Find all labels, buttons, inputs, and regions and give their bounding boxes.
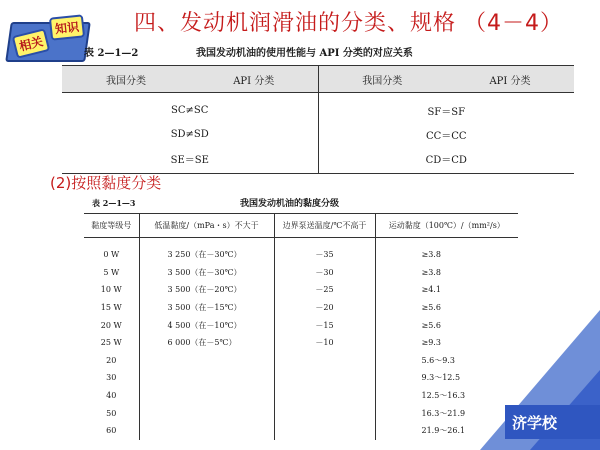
table-cell: SF＝SF [318,93,574,123]
table-row [62,93,574,123]
table-cell: －35 [274,238,375,264]
table-cell: ≥3.8 [375,264,518,282]
table-row [84,387,518,405]
table-row [84,281,518,299]
table-cell [274,387,375,405]
table1-caption: 我国发动机油的使用性能与 API 分类的对应关系 [196,48,413,59]
badge-tag-related: 相关 [12,28,51,59]
table-cell: 20 [106,355,117,365]
table-row [84,238,518,264]
table-cell [139,387,274,405]
table-cell [274,422,375,440]
table-cell: 3 500（在－30℃） [139,264,274,282]
table-cell: 12.5～16.3 [375,387,518,405]
table-cell: 50 [106,408,117,418]
table-row [84,352,518,370]
column-header: 我国分类 [62,66,190,93]
badge-tag-knowledge: 知识 [49,14,85,40]
table-cell: －10 [274,334,375,352]
table-cell: 6 000（在－5℃） [139,334,274,352]
viscosity-grade-table [84,213,518,440]
school-name-text: 济学校 [512,414,558,432]
column-header: 我国分类 [318,66,446,93]
table-cell: CC＝CC [318,122,574,146]
table-cell [274,404,375,422]
table-row [62,146,574,174]
table-row [84,404,518,422]
table-header-row [62,66,574,93]
table-cell: CD＝CD [318,146,574,174]
column-header: API 分类 [446,66,574,93]
table-cell: SD≠SD [170,128,209,140]
table2-label: 表 2—1—3 [92,198,136,208]
table-cell: －30 [274,264,375,282]
table-cell: 16.3～21.9 [375,404,518,422]
table-cell [274,352,375,370]
column-header: 低温黏度/（mPa・s）不大于 [139,214,274,238]
table-cell: ≥3.8 [375,238,518,264]
column-header: 边界泵送温度/℃不高于 [274,214,375,238]
table-cell: 25 W [100,338,122,348]
table-cell: ≥5.6 [375,316,518,334]
table-cell [274,369,375,387]
table-cell: －20 [274,299,375,317]
table-cell: 3 500（在－20℃） [139,281,274,299]
column-header: 运动黏度（100℃）/（mm²/s） [375,214,518,238]
table-cell [139,369,274,387]
table-cell: 21.9～26.1 [375,422,518,440]
table-row [84,334,518,352]
table-cell: ≥9.3 [375,334,518,352]
table-cell: 9.3～12.5 [375,369,518,387]
table-cell: ≥5.6 [375,299,518,317]
table-cell: 20 W [100,320,122,330]
table-cell: －15 [274,316,375,334]
table-cell: 40 [106,391,117,401]
table-row [84,264,518,282]
table1-label: 表 2—1—2 [84,48,139,59]
table-cell: ≥4.1 [375,281,518,299]
table-cell: 15 W [100,303,122,313]
table-cell [139,404,274,422]
table-row [84,299,518,317]
table-cell: SE＝SE [62,146,318,174]
column-header: 黏度等级号 [84,214,139,238]
table-row [62,122,574,146]
table-row [84,422,518,440]
table-cell: SC≠SC [171,104,209,116]
table2-caption: 我国发动机油的黏度分级 [240,199,340,209]
table-cell: －25 [274,281,375,299]
table-cell: 10 W [100,285,122,295]
table-cell: 0 W [103,250,120,260]
table-cell: 3 250（在－30℃） [139,238,274,264]
table-cell: 5 W [103,267,120,277]
table-cell: 4 500（在－10℃） [139,316,274,334]
table-cell: 60 [106,426,117,436]
table-cell: 5.6～9.3 [375,352,518,370]
slide-title: 四、发动机润滑油的分类、规格 （4－4） [134,11,563,36]
table-cell: 3 500（在－15℃） [139,299,274,317]
table-row [84,369,518,387]
table-row [84,316,518,334]
table-cell: 30 [106,373,117,383]
table-header-row [84,214,518,238]
column-header: API 分类 [190,66,318,93]
api-mapping-table [62,65,574,174]
table-cell [139,352,274,370]
table-cell [139,422,274,440]
related-knowledge-badge [4,4,88,66]
section-subheading: (2)按照黏度分类 [50,174,162,192]
